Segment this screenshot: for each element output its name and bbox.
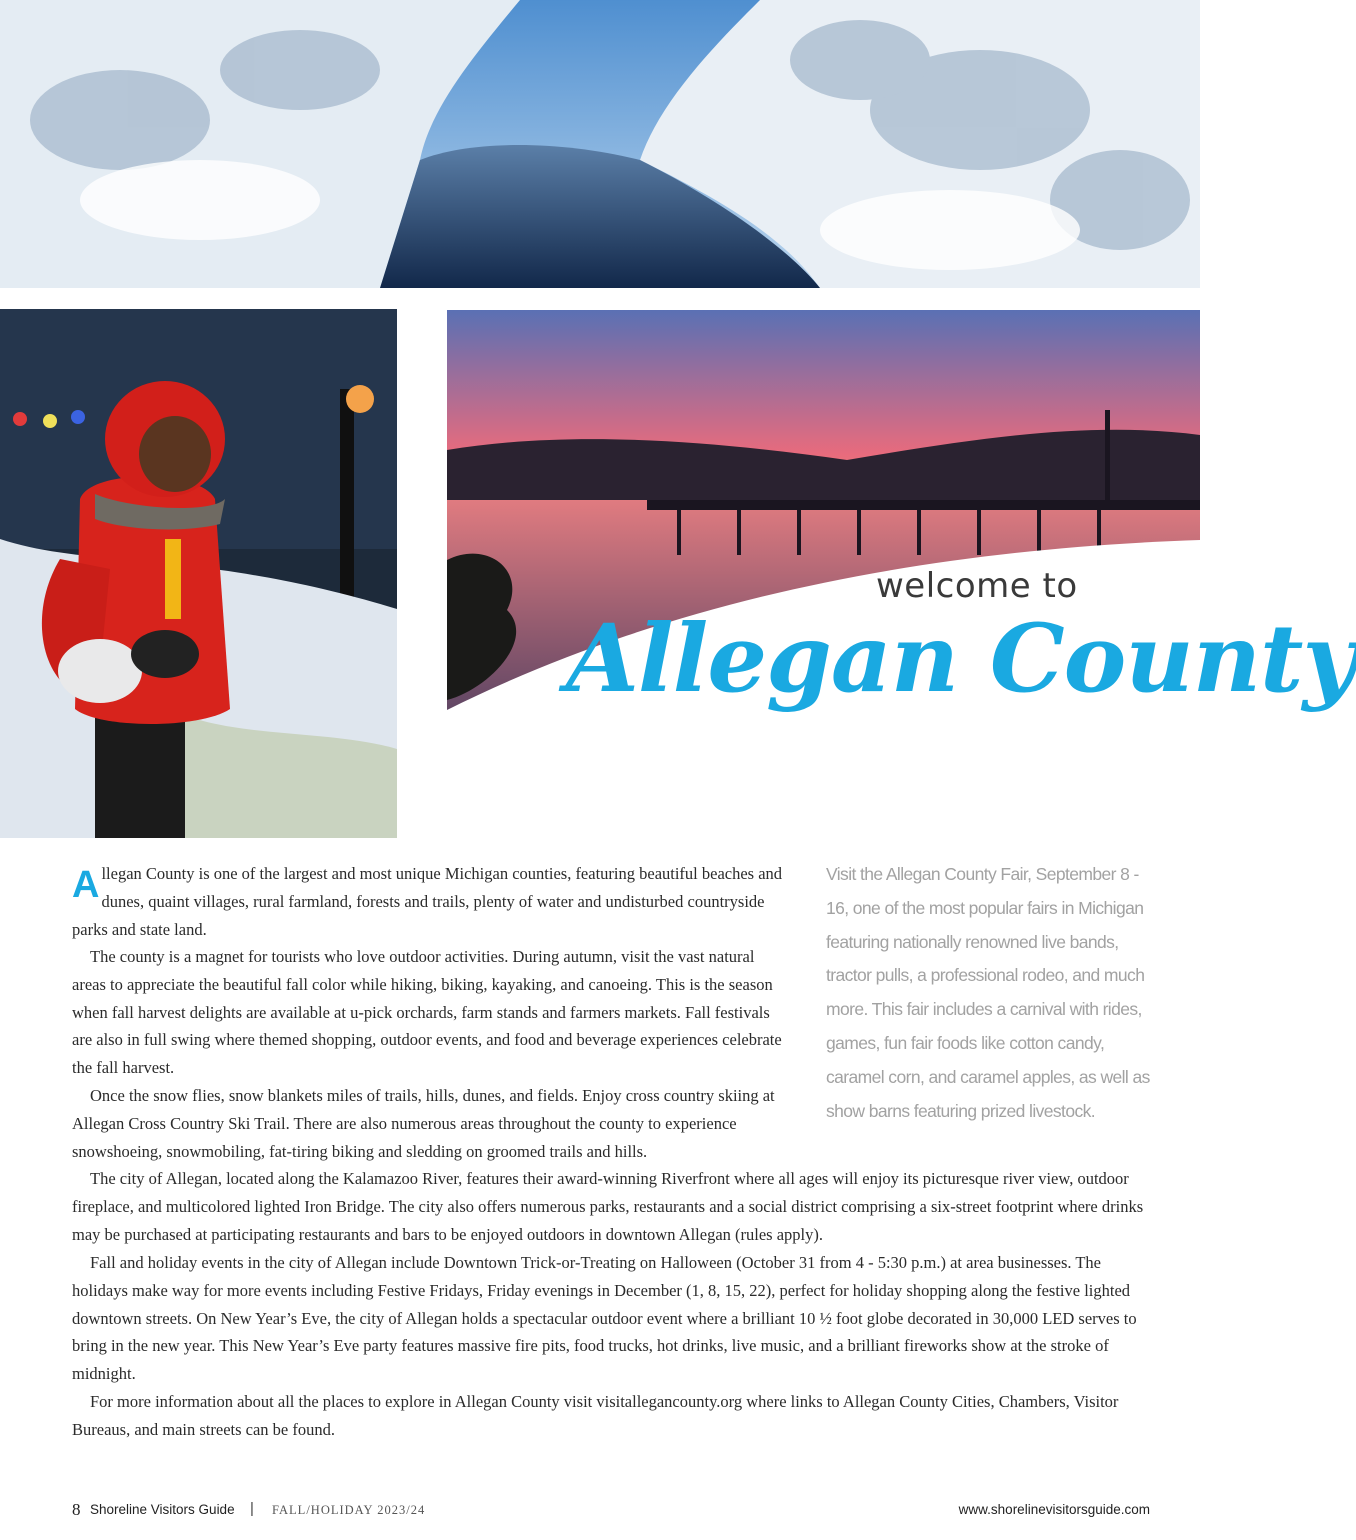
article-paragraph-1 xyxy=(72,860,788,943)
page-footer xyxy=(72,1500,1150,1524)
article-paragraph-2: The county is a magnet for tourists who love outdoor activities. During autumn, visit the vast natural areas to appreciate the beautiful fall color while hiking, biking, kayaking, and canoeing. This is the season when fall harvest delights are available at u-pick orchards, farm stands and farmers markets. Fall festivals are also in full swing where themed shopping, outdoor events, and food and beverage experiences celebrate the fall harvest. xyxy=(72,947,782,1078)
article-paragraph-4: The city of Allegan, located along the Kalamazoo River, features their award-winning Riverfront where all ages will enjoy its picturesque river view, outdoor fireplace, and multicolored lighted Iron Bridge. The city also offers numerous parks, restaurants and a social district comprising a six-street footprint where drinks may be purchased at participating restaurants and bars to be enjoyed outdoors in downtown Allegan (rules apply). xyxy=(72,1169,1144,1244)
publication-name: Shoreline Visitors Guide xyxy=(90,1502,235,1517)
issue-label: FALL/HOLIDAY 2023/24 xyxy=(272,1503,426,1517)
allegan-county-title: Allegan County xyxy=(566,604,1356,714)
article-paragraph-3: Once the snow flies, snow blankets miles of trails, hills, dunes, and fields. Enjoy cross country skiing at Allegan Cross Country Ski Trail. There are also numerous areas throughout the county to experience snowshoeing, snowmobiling, fat-tiring biking and sledding on groomed trails and hills. xyxy=(72,1086,775,1161)
child-snowball-photo xyxy=(0,309,397,838)
county-fair-sidebar: Visit the Allegan County Fair, September 8 - 16, one of the most popular fairs in Michigan featuring nationally renowned live bands, tractor pulls, a professional rodeo, and much more. This fair includes a carnival with rides, games, fun fair foods like cotton candy, caramel corn, and caramel apples, as well as show barns featuring prized livestock. xyxy=(826,864,1150,1121)
footer-divider: | xyxy=(250,1500,254,1517)
article-paragraph-6: For more information about all the places to explore in Allegan County visit visitallegancounty.org where links to Allegan County Cities, Chambers, Visitor Bureaus, and main streets can be found. xyxy=(72,1392,1119,1439)
article-paragraph-5: Fall and holiday events in the city of Allegan include Downtown Trick-or-Treating on Halloween (October 31 from 4 - 5:30 p.m.) at area businesses. The holidays make way for more events including Festive Fridays, Friday evenings in December (1, 8, 15, 22), perfect for holiday shopping along the festive lighted downtown streets. On New Year’s Eve, the city of Allegan holds a spectacular outdoor event where a brilliant 10 ½ foot globe decorated in 30,000 LED serves to bring in the new year. This New Year’s Eve party features massive fire pits, food trucks, hot drinks, live music, and a brilliant fireworks show at the stroke of midnight. xyxy=(72,1253,1137,1384)
welcome-to-heading: welcome to xyxy=(876,566,1078,606)
hero-photo-snowy-river xyxy=(0,0,1200,288)
website-url[interactable]: www.shorelinevisitorsguide.com xyxy=(958,1502,1150,1517)
page-number: 8 xyxy=(72,1500,81,1519)
drop-cap: A xyxy=(72,864,100,906)
article-paragraph-1-text: llegan County is one of the largest and most unique Michigan counties, featuring beautiful beaches and dunes, quaint villages, rural farmland, forests and trails, plenty of water and undisturbed countryside parks and state land. xyxy=(72,864,783,939)
